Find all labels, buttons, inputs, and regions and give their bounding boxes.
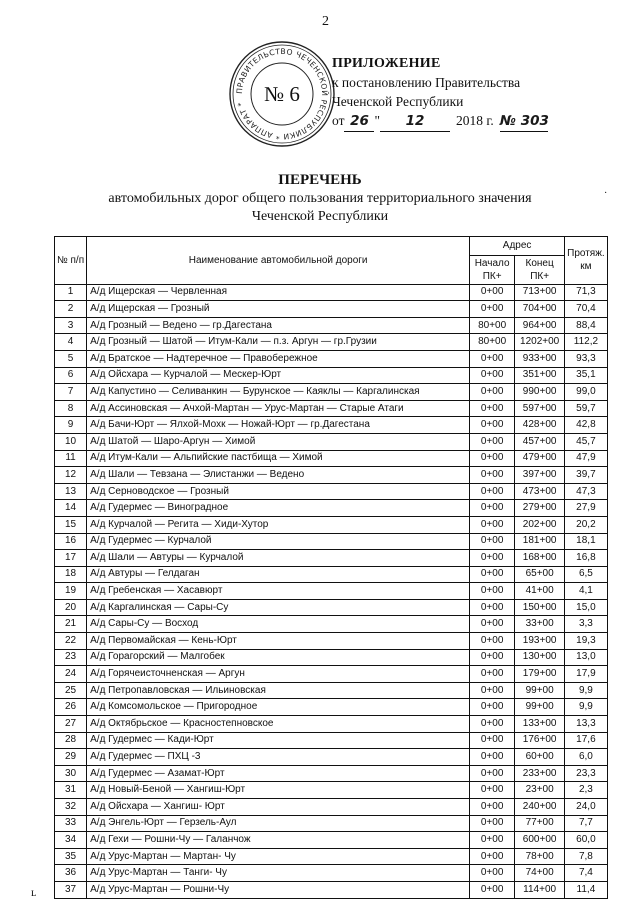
road-length: 4,1: [565, 583, 608, 600]
road-length: 17,6: [565, 732, 608, 749]
end-pk: 133+00: [515, 716, 565, 733]
header-length: Протяж. км: [565, 237, 608, 285]
end-pk: 597+00: [515, 400, 565, 417]
road-name: А/д Итум-Кали — Альпийские пастбища — Химой: [87, 450, 470, 467]
date-month: 12: [380, 112, 450, 132]
table-row: [55, 350, 608, 367]
page-title: ПЕРЕЧЕНЬ: [278, 172, 362, 188]
row-number: 29: [55, 749, 87, 766]
table-row: [55, 550, 608, 567]
road-length: 7,7: [565, 815, 608, 832]
row-number: 32: [55, 799, 87, 816]
row-number: 19: [55, 583, 87, 600]
end-pk: 99+00: [515, 682, 565, 699]
road-name: А/д Гудермес — Виноградное: [87, 500, 470, 517]
seal-stamp: [228, 40, 336, 148]
end-pk: 428+00: [515, 417, 565, 434]
table-row: [55, 799, 608, 816]
road-name: А/д Горагорский — Малгобек: [87, 649, 470, 666]
start-pk: 0+00: [470, 367, 515, 384]
start-pk: 0+00: [470, 433, 515, 450]
road-name: А/д Шали — Автуры — Курчалой: [87, 550, 470, 567]
start-pk: 0+00: [470, 583, 515, 600]
row-number: 36: [55, 865, 87, 882]
road-length: 13,0: [565, 649, 608, 666]
start-pk: 0+00: [470, 467, 515, 484]
row-number: 18: [55, 566, 87, 583]
row-number: 21: [55, 616, 87, 633]
start-pk: 0+00: [470, 682, 515, 699]
road-name: А/д Каргалинская — Сары-Су: [87, 599, 470, 616]
table-row: [55, 500, 608, 517]
road-name: А/д Урус-Мартан — Мартан- Чу: [87, 848, 470, 865]
row-number: 12: [55, 467, 87, 484]
road-name: А/д Ищерская — Червленная: [87, 284, 470, 301]
table-row: [55, 516, 608, 533]
table-row: [55, 533, 608, 550]
table-row: [55, 716, 608, 733]
road-length: 45,7: [565, 433, 608, 450]
end-pk: 130+00: [515, 649, 565, 666]
end-pk: 78+00: [515, 848, 565, 865]
table-row: [55, 815, 608, 832]
table-row: [55, 782, 608, 799]
table-row: [55, 666, 608, 683]
road-length: 42,8: [565, 417, 608, 434]
row-number: 35: [55, 848, 87, 865]
road-name: А/д Энгель-Юрт — Герзель-Аул: [87, 815, 470, 832]
start-pk: 80+00: [470, 334, 515, 351]
table-row: [55, 749, 608, 766]
start-pk: 0+00: [470, 716, 515, 733]
svg-text:ПРАВИТЕЛЬСТВО ЧЕЧЕНСКОЙ РЕСПУБ: ПРАВИТЕЛЬСТВО ЧЕЧЕНСКОЙ РЕСПУБЛИКИ * АППАРАТ *: [234, 46, 330, 142]
start-pk: 0+00: [470, 417, 515, 434]
start-pk: 0+00: [470, 649, 515, 666]
end-pk: 202+00: [515, 516, 565, 533]
row-number: 16: [55, 533, 87, 550]
table-row: [55, 881, 608, 898]
start-pk: 0+00: [470, 599, 515, 616]
end-pk: 233+00: [515, 765, 565, 782]
table-row: [55, 367, 608, 384]
row-number: 13: [55, 483, 87, 500]
start-pk: 0+00: [470, 483, 515, 500]
road-name: А/д Гудермес — Кади-Юрт: [87, 732, 470, 749]
end-pk: 990+00: [515, 384, 565, 401]
start-pk: 0+00: [470, 699, 515, 716]
start-pk: 0+00: [470, 815, 515, 832]
road-length: 70,4: [565, 301, 608, 318]
header-num: № п/п: [55, 237, 87, 285]
road-name: А/д Шали — Тевзана — Элистанжи — Ведено: [87, 467, 470, 484]
table-row: [55, 682, 608, 699]
start-pk: 0+00: [470, 765, 515, 782]
start-pk: 0+00: [470, 384, 515, 401]
end-pk: 176+00: [515, 732, 565, 749]
start-pk: 0+00: [470, 865, 515, 882]
road-name: А/д Гудермес — ПХЦ -3: [87, 749, 470, 766]
road-name: А/д Гудермес — Азамат-Юрт: [87, 765, 470, 782]
end-pk: 479+00: [515, 450, 565, 467]
road-name: А/д Шатой — Шаро-Аргун — Химой: [87, 433, 470, 450]
end-pk: 99+00: [515, 699, 565, 716]
table-row: [55, 699, 608, 716]
start-pk: 80+00: [470, 317, 515, 334]
end-pk: 179+00: [515, 666, 565, 683]
table-row: [55, 583, 608, 600]
corner-mark: ʟ: [31, 885, 37, 899]
table-row: [55, 649, 608, 666]
appendix-line1: к постановлению Правительства: [332, 75, 521, 90]
road-name: А/д Урус-Мартан — Рошни-Чу: [87, 881, 470, 898]
end-pk: 181+00: [515, 533, 565, 550]
end-pk: 193+00: [515, 633, 565, 650]
road-length: 9,9: [565, 699, 608, 716]
road-name: А/д Октябрьское — Красностепновское: [87, 716, 470, 733]
row-number: 6: [55, 367, 87, 384]
table-row: [55, 467, 608, 484]
row-number: 15: [55, 516, 87, 533]
row-number: 1: [55, 284, 87, 301]
table-row: [55, 765, 608, 782]
end-pk: 1202+00: [515, 334, 565, 351]
table-row: [55, 566, 608, 583]
start-pk: 0+00: [470, 284, 515, 301]
start-pk: 0+00: [470, 301, 515, 318]
row-number: 7: [55, 384, 87, 401]
road-length: 39,7: [565, 467, 608, 484]
table-row: [55, 732, 608, 749]
table-row: [55, 301, 608, 318]
end-pk: 74+00: [515, 865, 565, 882]
header-name: Наименование автомобильной дороги: [87, 237, 470, 285]
road-length: 20,2: [565, 516, 608, 533]
start-pk: 0+00: [470, 450, 515, 467]
roads-table: [54, 236, 608, 899]
end-pk: 457+00: [515, 433, 565, 450]
start-pk: 0+00: [470, 500, 515, 517]
road-length: 93,3: [565, 350, 608, 367]
row-number: 28: [55, 732, 87, 749]
row-number: 23: [55, 649, 87, 666]
date-year: 2018 г.: [456, 113, 494, 128]
end-pk: 150+00: [515, 599, 565, 616]
appendix-date: от 26 " 12 2018 г. № 303: [332, 111, 548, 132]
table-row: [55, 400, 608, 417]
start-pk: 0+00: [470, 550, 515, 567]
row-number: 30: [55, 765, 87, 782]
subtitle-line1: автомобильных дорог общего пользования территориального значения: [108, 191, 532, 206]
start-pk: 0+00: [470, 533, 515, 550]
row-number: 34: [55, 832, 87, 849]
row-number: 4: [55, 334, 87, 351]
table-row: [55, 334, 608, 351]
road-length: 18,1: [565, 533, 608, 550]
start-pk: 0+00: [470, 848, 515, 865]
table-row: [55, 616, 608, 633]
road-name: А/д Братское — Надтеречное — Правобережное: [87, 350, 470, 367]
road-length: 99,0: [565, 384, 608, 401]
end-pk: 964+00: [515, 317, 565, 334]
start-pk: 0+00: [470, 832, 515, 849]
road-length: 88,4: [565, 317, 608, 334]
road-length: 17,9: [565, 666, 608, 683]
row-number: 11: [55, 450, 87, 467]
road-length: 9,9: [565, 682, 608, 699]
road-name: А/д Ойсхара — Хангиш- Юрт: [87, 799, 470, 816]
doc-number: № 303: [500, 112, 548, 132]
road-name: А/д Гехи — Рошни-Чу — Галанчож: [87, 832, 470, 849]
start-pk: 0+00: [470, 566, 515, 583]
road-length: 15,0: [565, 599, 608, 616]
road-name: А/д Первомайская — Кень-Юрт: [87, 633, 470, 650]
road-length: 59,7: [565, 400, 608, 417]
start-pk: 0+00: [470, 799, 515, 816]
row-number: 24: [55, 666, 87, 683]
page-number: 2: [322, 14, 329, 29]
road-name: А/д Серноводское — Грозный: [87, 483, 470, 500]
appendix-line2: Чеченской Республики: [332, 94, 464, 109]
appendix-block: [332, 54, 548, 132]
end-pk: 65+00: [515, 566, 565, 583]
row-number: 37: [55, 881, 87, 898]
end-pk: 114+00: [515, 881, 565, 898]
road-length: 23,3: [565, 765, 608, 782]
start-pk: 0+00: [470, 666, 515, 683]
road-length: 3,3: [565, 616, 608, 633]
table-row: [55, 384, 608, 401]
start-pk: 0+00: [470, 516, 515, 533]
road-length: 24,0: [565, 799, 608, 816]
row-number: 25: [55, 682, 87, 699]
road-name: А/д Ассиновская — Ачхой-Мартан — Урус-Мартан — Старые Атаги: [87, 400, 470, 417]
row-number: 10: [55, 433, 87, 450]
end-pk: 279+00: [515, 500, 565, 517]
road-length: 7,8: [565, 848, 608, 865]
road-name: А/д Автуры — Гелдаган: [87, 566, 470, 583]
start-pk: 0+00: [470, 782, 515, 799]
road-length: 16,8: [565, 550, 608, 567]
road-length: 19,3: [565, 633, 608, 650]
road-name: А/д Сары-Су — Восход: [87, 616, 470, 633]
page-subtitle: [0, 190, 640, 226]
road-length: 11,4: [565, 881, 608, 898]
road-name: А/д Грозный — Ведено — гр.Дагестана: [87, 317, 470, 334]
road-name: А/д Ойсхара — Курчалой — Мескер-Юрт: [87, 367, 470, 384]
table-row: [55, 317, 608, 334]
table-row: [55, 865, 608, 882]
row-number: 22: [55, 633, 87, 650]
road-length: 27,9: [565, 500, 608, 517]
table-row: [55, 633, 608, 650]
road-length: 71,3: [565, 284, 608, 301]
subtitle-line2: Чеченской Республики: [251, 209, 389, 224]
start-pk: 0+00: [470, 633, 515, 650]
road-length: 47,9: [565, 450, 608, 467]
road-length: 13,3: [565, 716, 608, 733]
end-pk: 240+00: [515, 799, 565, 816]
table-row: [55, 848, 608, 865]
end-pk: 77+00: [515, 815, 565, 832]
road-name: А/д Гудермес — Курчалой: [87, 533, 470, 550]
end-pk: 168+00: [515, 550, 565, 567]
row-number: 17: [55, 550, 87, 567]
table-row: [55, 483, 608, 500]
road-name: А/д Курчалой — Регита — Хиди-Хутор: [87, 516, 470, 533]
road-name: А/д Горячеисточненская — Аргун: [87, 666, 470, 683]
road-length: 6,0: [565, 749, 608, 766]
end-pk: 600+00: [515, 832, 565, 849]
start-pk: 0+00: [470, 732, 515, 749]
end-pk: 473+00: [515, 483, 565, 500]
end-pk: 704+00: [515, 301, 565, 318]
header-address: Адрес: [470, 237, 565, 256]
start-pk: 0+00: [470, 881, 515, 898]
row-number: 26: [55, 699, 87, 716]
end-pk: 41+00: [515, 583, 565, 600]
road-length: 60,0: [565, 832, 608, 849]
road-name: А/д Новый-Беной — Хангиш-Юрт: [87, 782, 470, 799]
row-number: 2: [55, 301, 87, 318]
road-length: 35,1: [565, 367, 608, 384]
row-number: 8: [55, 400, 87, 417]
road-name: А/д Капустино — Селиванкин — Бурунское — Каяклы — Каргалинская: [87, 384, 470, 401]
road-name: А/д Гребенская — Хасавюрт: [87, 583, 470, 600]
row-number: 9: [55, 417, 87, 434]
table-row: [55, 284, 608, 301]
appendix-title: ПРИЛОЖЕНИЕ: [332, 56, 441, 71]
road-name: А/д Петропавловская — Ильиновская: [87, 682, 470, 699]
table-row: [55, 599, 608, 616]
start-pk: 0+00: [470, 400, 515, 417]
end-pk: 33+00: [515, 616, 565, 633]
start-pk: 0+00: [470, 749, 515, 766]
road-name: А/д Комсомольское — Пригородное: [87, 699, 470, 716]
row-number: 3: [55, 317, 87, 334]
road-length: 112,2: [565, 334, 608, 351]
row-number: 33: [55, 815, 87, 832]
scan-dot: ·: [604, 188, 608, 199]
road-name: А/д Ищерская — Грозный: [87, 301, 470, 318]
end-pk: 397+00: [515, 467, 565, 484]
table-row: [55, 450, 608, 467]
end-pk: 351+00: [515, 367, 565, 384]
stamp-number: № 6: [264, 81, 300, 106]
date-day: 26: [344, 112, 374, 132]
road-length: 47,3: [565, 483, 608, 500]
road-name: А/д Бачи-Юрт — Ялхой-Мохк — Ножай-Юрт — гр.Дагестана: [87, 417, 470, 434]
table-row: [55, 832, 608, 849]
row-number: 14: [55, 500, 87, 517]
road-name: А/д Грозный — Шатой — Итум-Кали — п.з. Аргун — гр.Грузии: [87, 334, 470, 351]
date-prefix: от: [332, 113, 345, 128]
road-length: 6,5: [565, 566, 608, 583]
end-pk: 713+00: [515, 284, 565, 301]
table-row: [55, 417, 608, 434]
road-length: 2,3: [565, 782, 608, 799]
row-number: 20: [55, 599, 87, 616]
end-pk: 933+00: [515, 350, 565, 367]
row-number: 31: [55, 782, 87, 799]
header-end: Конец ПК+: [515, 255, 565, 284]
end-pk: 23+00: [515, 782, 565, 799]
start-pk: 0+00: [470, 350, 515, 367]
road-name: А/д Урус-Мартан — Танги- Чу: [87, 865, 470, 882]
row-number: 27: [55, 716, 87, 733]
start-pk: 0+00: [470, 616, 515, 633]
row-number: 5: [55, 350, 87, 367]
end-pk: 60+00: [515, 749, 565, 766]
header-start: Начало ПК+: [470, 255, 515, 284]
table-row: [55, 433, 608, 450]
road-length: 7,4: [565, 865, 608, 882]
